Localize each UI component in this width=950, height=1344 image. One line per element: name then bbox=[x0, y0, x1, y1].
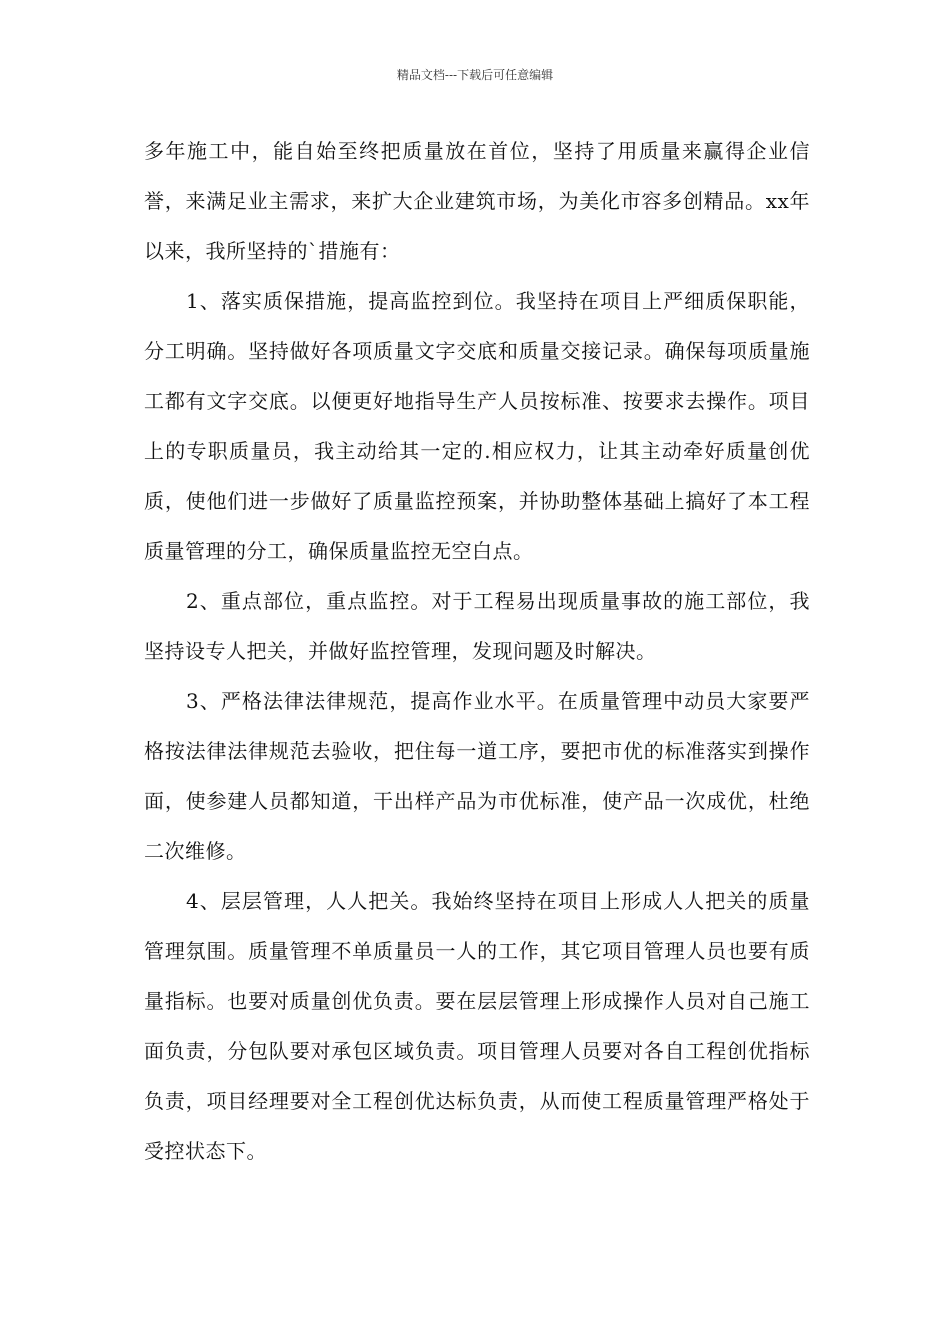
paragraph-measure-2: 2、重点部位，重点监控。对于工程易出现质量事故的施工部位，我坚持设专人把关，并做好监控管理，发现问题及时解决。 bbox=[144, 589, 810, 663]
paragraph-measure-1: 1、落实质保措施，提高监控到位。我坚持在项目上严细质保职能，分工明确。坚持做好各项质量文字交底和质量交接记录。确保每项质量施工都有文字交底。以便更好地指导生产人员按标准、按要求去操作。项目上的专职质量员，我主动给其一定的.相应权力，让其主动牵好质量创优质，使他们进一步做好了质量监控预案，并协助整体基础上搞好了本工程质量管理的分工，确保质量监控无空白点。 bbox=[144, 289, 810, 563]
document-body bbox=[144, 126, 810, 1176]
paragraph-measure-3: 3、严格法律法律规范，提高作业水平。在质量管理中动员大家要严格按法律法律规范去验收，把住每一道工序，要把市优的标准落实到操作面，使参建人员都知道，干出样产品为市优标准，使产品一次成优，杜绝二次维修。 bbox=[144, 689, 810, 863]
paragraph-measure-4: 4、层层管理，人人把关。我始终坚持在项目上形成人人把关的质量管理氛围。质量管理不单质量员一人的工作，其它项目管理人员也要有质量指标。也要对质量创优负责。要在层层管理上形成操作人员对自己施工面负责，分包队要对承包区域负责。项目管理人员要对各自工程创优指标负责，项目经理要对全工程创优达标负责，从而使工程质量管理严格处于受控状态下。 bbox=[144, 889, 810, 1163]
paragraph-intro: 多年施工中，能自始至终把质量放在首位，坚持了用质量来赢得企业信誉，来满足业主需求，来扩大企业建筑市场，为美化市容多创精品。xx年以来，我所坚持的`措施有： bbox=[144, 139, 810, 263]
page-header: 精品文档---下载后可任意编辑 bbox=[396, 68, 554, 82]
